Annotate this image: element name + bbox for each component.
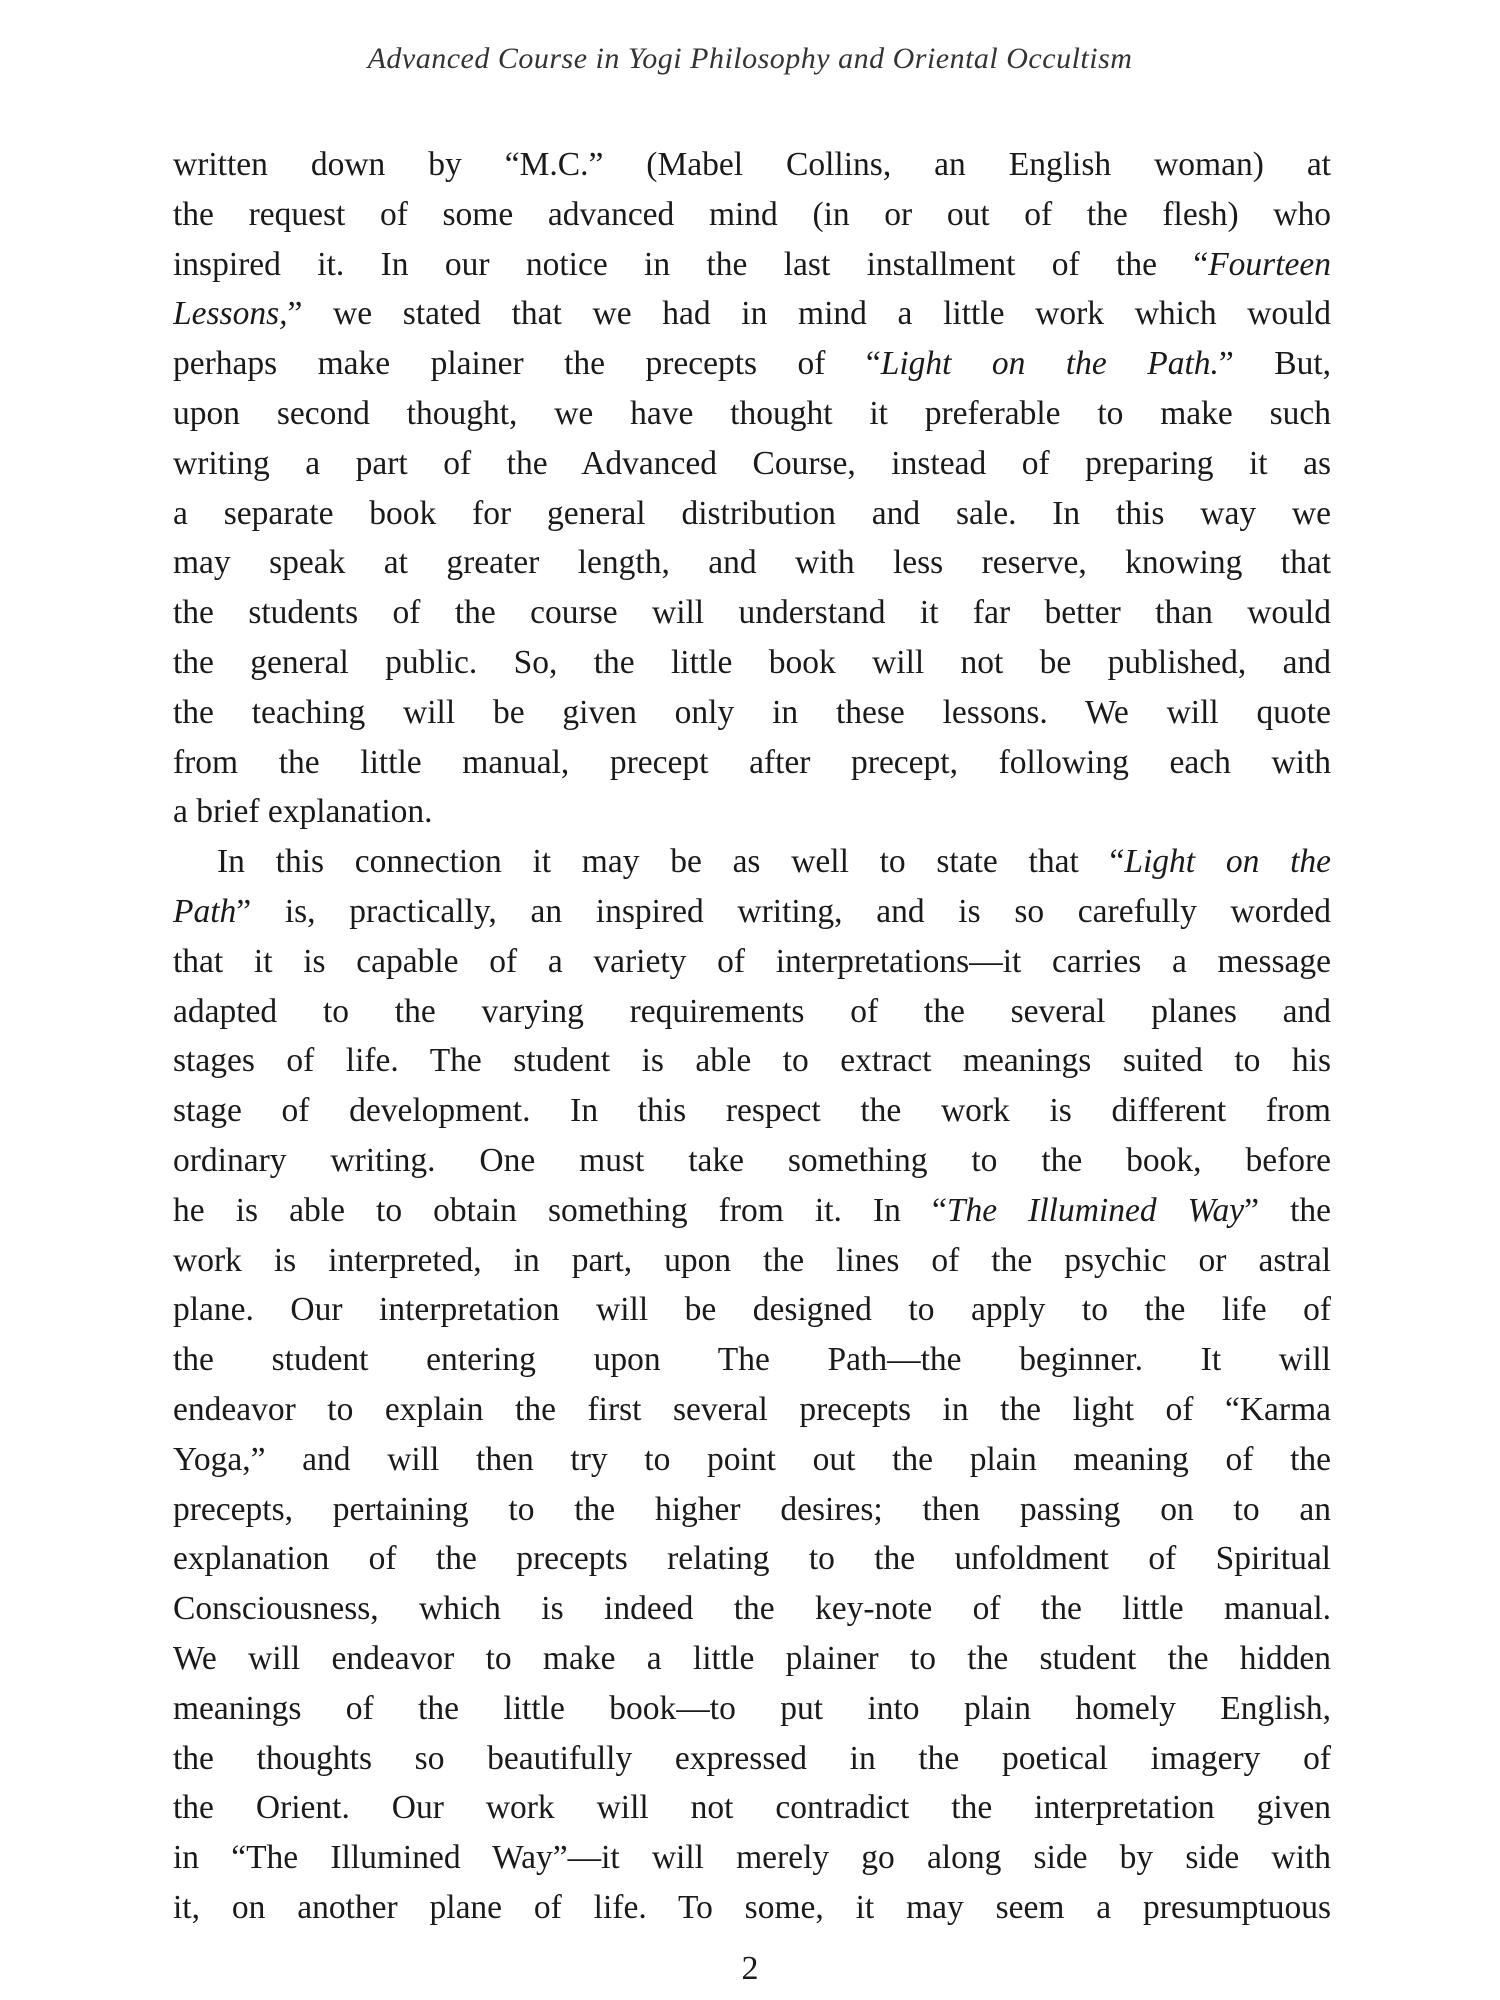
text-line xyxy=(173,140,1331,190)
text-line xyxy=(173,1485,1331,1535)
text-segment: ” we stated that we had in mind a little work which would xyxy=(287,295,1331,333)
page-number: 2 xyxy=(741,1950,759,1987)
text-line xyxy=(173,1335,1331,1385)
text-segment: he is able to obtain something from it. In “ xyxy=(173,1191,947,1229)
running-head-title: Advanced Course in Yogi Philosophy and Oriental Occultism xyxy=(367,42,1133,75)
text-segment: the teaching will be given only in these lessons. We will quote xyxy=(173,693,1331,731)
text-segment: ” is, practically, an inspired writing, and is so carefully worded xyxy=(236,892,1331,930)
text-line xyxy=(173,1734,1331,1784)
text-segment: precepts, pertaining to the higher desires; then passing on to an xyxy=(173,1490,1331,1528)
text-line xyxy=(173,1285,1331,1335)
text-line xyxy=(173,1833,1331,1883)
text-line xyxy=(173,240,1331,290)
text-line xyxy=(173,190,1331,240)
text-line xyxy=(173,1634,1331,1684)
text-line xyxy=(173,289,1331,339)
text-segment: may speak at greater length, and with less reserve, knowing that xyxy=(173,544,1331,582)
text-line xyxy=(173,787,1331,837)
text-segment: meanings of the little book—to put into plain homely English, xyxy=(173,1689,1331,1727)
italic-title-text: Light on the xyxy=(1124,843,1331,881)
text-line xyxy=(173,1036,1331,1086)
text-line xyxy=(173,1435,1331,1485)
text-segment: stages of life. The student is able to extract meanings suited to his xyxy=(173,1042,1331,1080)
text-line xyxy=(173,1186,1331,1236)
text-line xyxy=(173,588,1331,638)
text-segment: explanation of the precepts relating to the unfoldment of Spiritual xyxy=(173,1540,1331,1578)
italic-title-text: Path xyxy=(173,892,237,930)
text-segment: upon second thought, we have thought it preferable to make such xyxy=(173,394,1331,432)
text-line xyxy=(173,1534,1331,1584)
text-segment: adapted to the varying requirements of the several planes and xyxy=(173,992,1331,1030)
text-line xyxy=(173,1385,1331,1435)
text-line xyxy=(173,987,1331,1037)
text-segment: endeavor to explain the first several precepts in the light of “Karma xyxy=(173,1390,1331,1428)
text-segment: ” the xyxy=(1244,1191,1331,1229)
text-segment: the request of some advanced mind (in or out of the flesh) who xyxy=(173,195,1331,233)
text-line xyxy=(173,1684,1331,1734)
text-line xyxy=(173,389,1331,439)
text-segment: Consciousness, which is indeed the key-note of the little manual. xyxy=(173,1590,1331,1628)
text-segment: In this connection it may be as well to state that “ xyxy=(217,843,1125,881)
text-segment: it, on another plane of life. To some, it may seem a presumptuous xyxy=(173,1888,1331,1926)
text-line xyxy=(173,887,1331,937)
italic-title-text: Light on the Path. xyxy=(880,345,1219,383)
text-line xyxy=(173,339,1331,389)
text-line xyxy=(173,688,1331,738)
text-line xyxy=(173,638,1331,688)
text-line xyxy=(173,837,1331,887)
text-segment: the thoughts so beautifully expressed in the poetical imagery of xyxy=(173,1739,1331,1777)
text-line xyxy=(173,738,1331,788)
text-line xyxy=(173,1136,1331,1186)
text-segment: stage of development. In this respect the work is different from xyxy=(173,1092,1331,1130)
text-segment: work is interpreted, in part, upon the lines of the psychic or astral xyxy=(173,1241,1331,1279)
text-segment: the students of the course will understand it far better than would xyxy=(173,594,1331,632)
text-segment: a separate book for general distribution and sale. In this way we xyxy=(173,494,1331,532)
text-segment: ” But, xyxy=(1218,345,1331,383)
text-line xyxy=(173,439,1331,489)
text-line xyxy=(173,1883,1331,1933)
text-line xyxy=(173,1086,1331,1136)
text-segment: Yoga,” and will then try to point out the plain meaning of the xyxy=(173,1440,1331,1478)
text-segment: from the little manual, precept after precept, following each with xyxy=(173,743,1331,781)
text-line xyxy=(173,489,1331,539)
italic-title-text: Lessons, xyxy=(173,295,288,333)
text-segment: that it is capable of a variety of interpretations—it carries a message xyxy=(173,942,1331,980)
text-segment: ordinary writing. One must take something to the book, before xyxy=(173,1141,1331,1179)
text-line xyxy=(173,937,1331,987)
text-segment: inspired it. In our notice in the last installment of the “ xyxy=(173,245,1209,283)
text-segment: plane. Our interpretation will be designed to apply to the life of xyxy=(173,1291,1331,1329)
text-line xyxy=(173,1584,1331,1634)
text-line xyxy=(173,538,1331,588)
text-segment: We will endeavor to make a little plainer to the student the hidden xyxy=(173,1639,1331,1677)
text-segment: the Orient. Our work will not contradict the interpretation given xyxy=(173,1789,1331,1827)
italic-title-text: The Illumined Way xyxy=(946,1191,1245,1229)
italic-title-text: Fourteen xyxy=(1208,245,1331,283)
text-segment: perhaps make plainer the precepts of “ xyxy=(173,345,881,383)
text-segment: written down by “M.C.” (Mabel Collins, an English woman) at xyxy=(173,146,1331,183)
text-segment: the general public. So, the little book will not be published, and xyxy=(173,643,1331,681)
text-line xyxy=(173,1783,1331,1833)
text-segment: writing a part of the Advanced Course, instead of preparing it as xyxy=(173,444,1331,482)
text-segment: the student entering upon The Path—the beginner. It will xyxy=(173,1341,1331,1379)
body-text xyxy=(173,140,1331,1933)
text-line xyxy=(173,1236,1331,1286)
text-segment: in “The Illumined Way”—it will merely go along side by side with xyxy=(173,1839,1331,1877)
text-segment: a brief explanation. xyxy=(173,793,433,831)
